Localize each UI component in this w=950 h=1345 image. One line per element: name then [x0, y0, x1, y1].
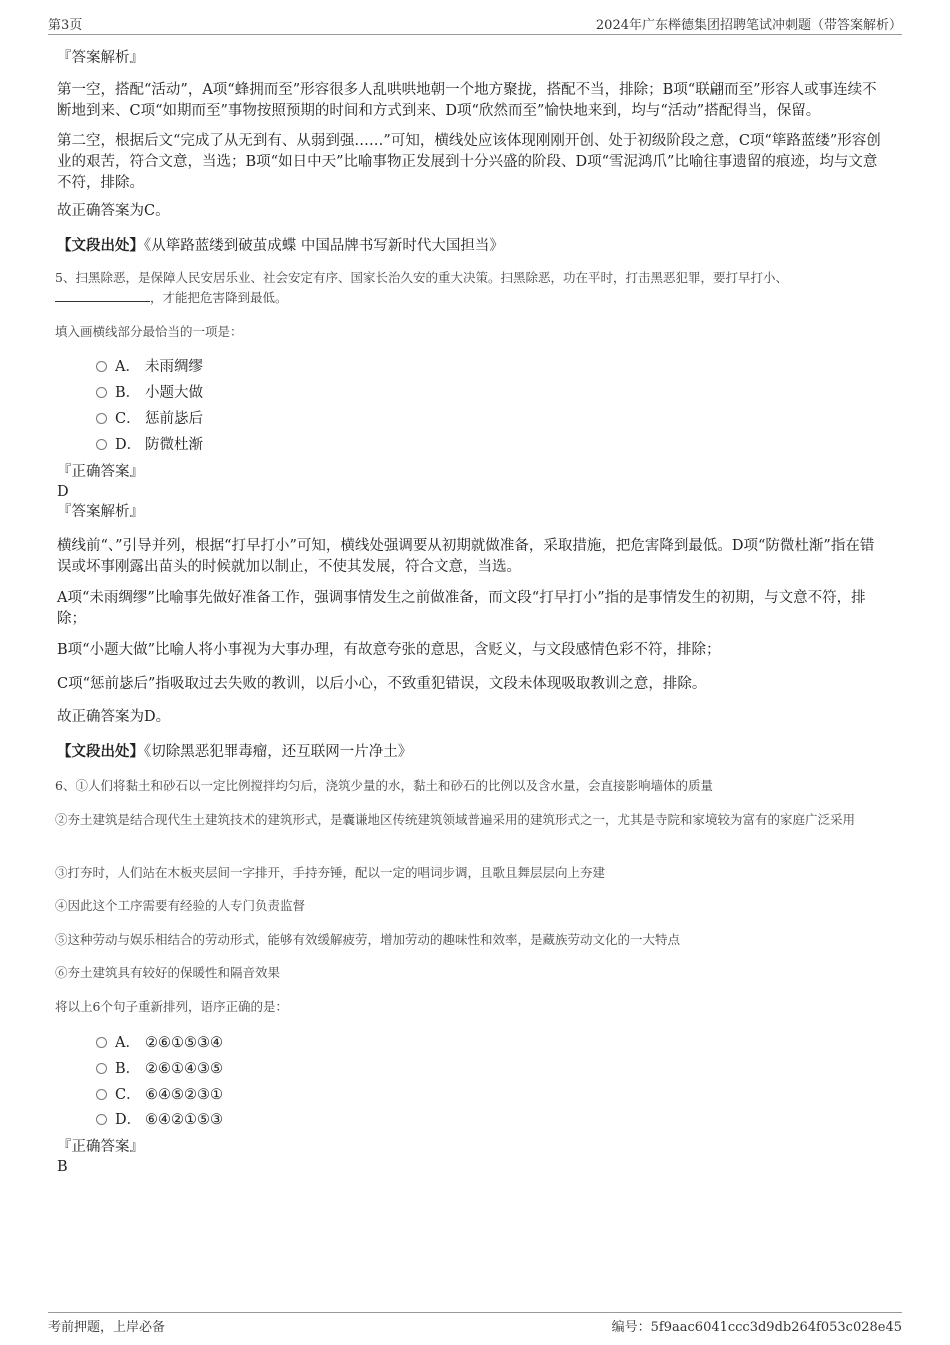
- radio-icon[interactable]: [96, 361, 107, 372]
- q6-option-a[interactable]: A． ②⑥①⑤③④: [96, 1033, 223, 1053]
- q5-answer: D: [57, 484, 69, 500]
- s1-source-title: 《从筚路蓝缕到破茧成蝶 中国品牌书写新时代大国担当》: [144, 238, 504, 254]
- radio-icon[interactable]: [96, 439, 107, 450]
- q5-paragraph-3: B项“小题大做”比喻人将小事视为大事办理，有故意夸张的意思，含贬义，与文段感情色彩不符，排除；: [57, 642, 721, 658]
- s1-paragraph-2: 第二空，根据后文“完成了从无到有、从弱到强……”可知，横线处应该体现刚刚开创、处于初级阶段之意，C项“筚路蓝缕”形容创业的艰苦，符合文意，当选；B项“如日中天”比喻事物正发展到十分兴盛的阶段、D项“雪泥鸿爪”比喻往事遗留的痕迹，均与文意不符，排除。: [57, 133, 881, 191]
- radio-icon[interactable]: [96, 387, 107, 398]
- q5-blank: [55, 289, 150, 302]
- q5-correct-label: 『正确答案』: [57, 464, 144, 480]
- radio-icon[interactable]: [96, 413, 107, 424]
- page-header: [48, 12, 902, 35]
- q6-sentence-6: ⑥夯土建筑具有较好的保暖性和隔音效果: [55, 965, 281, 980]
- q6-option-d[interactable]: D． ⑥④②①⑤③: [96, 1110, 223, 1130]
- s1-conclusion: 故正确答案为C。: [57, 203, 170, 219]
- q5-analysis-label: 『答案解析』: [57, 504, 144, 520]
- q5-paragraph-1: 横线前“、”引导并列，根据“打早打小”可知，横线处强调要从初期就做准备，采取措施，把危害降到最低。D项“防微杜渐”指在错误或坏事刚露出苗头的时候就加以制止，不使其发展，符合文意，当选。: [57, 538, 875, 575]
- q6-sentence-5: ⑤这种劳动与娱乐相结合的劳动形式，能够有效缓解疲劳，增加劳动的趣味性和效率，是藏族劳动文化的一大特点: [55, 932, 681, 947]
- q5-stem-text1: 5、扫黑除恶，是保障人民安居乐业、社会安定有序、国家长治久安的重大决策。扫黑除恶，功在平时，打击黑恶犯罪，要打早打小、: [55, 270, 788, 285]
- q6-sentence-3: ③打夯时，人们站在木板夹层间一字排开，手持夯锤，配以一定的唱词步调，且歌且舞层层向上夯建: [55, 865, 606, 880]
- q6-option-b[interactable]: B． ②⑥①④③⑤: [96, 1059, 223, 1079]
- q6-sentence-4: ④因此这个工序需要有经验的人专门负责监督: [55, 898, 306, 913]
- q5-option-c[interactable]: C． 惩前毖后: [96, 409, 203, 429]
- q5-stem: [55, 268, 890, 308]
- q6-answer: B: [57, 1159, 68, 1175]
- q5-paragraph-4: C项“惩前毖后”指吸取过去失败的教训，以后小心，不致重犯错误，文段未体现吸取教训之意，排除。: [57, 676, 707, 692]
- q5-option-b[interactable]: B． 小题大做: [96, 383, 203, 403]
- q6-correct-label: 『正确答案』: [57, 1139, 144, 1155]
- radio-icon[interactable]: [96, 1089, 107, 1100]
- page-number: 第3页: [48, 18, 83, 33]
- page-footer: [48, 1312, 902, 1335]
- q5-option-d[interactable]: D． 防微杜渐: [96, 435, 203, 455]
- q5-option-a[interactable]: A． 未雨绸缪: [96, 357, 203, 377]
- document-title: 2024年广东榉德集团招聘笔试冲刺题（带答案解析）: [595, 18, 902, 33]
- q6-option-c[interactable]: C． ⑥④⑤②③①: [96, 1085, 223, 1105]
- q5-source-title: 《切除黑恶犯罪毒瘤，还互联网一片净土》: [144, 744, 413, 760]
- s1-source-label: 【文段出处】: [57, 237, 144, 254]
- radio-icon[interactable]: [96, 1037, 107, 1048]
- q6-prompt: 将以上6个句子重新排列，语序正确的是：: [55, 999, 288, 1014]
- q5-conclusion: 故正确答案为D。: [57, 709, 171, 725]
- s1-analysis-label: 『答案解析』: [57, 50, 144, 66]
- footer-slogan: 考前押题，上岸必备: [48, 1320, 166, 1335]
- radio-icon[interactable]: [96, 1114, 107, 1125]
- q6-sentence-1: 6、①人们将黏土和砂石以一定比例搅拌均匀后，浇筑少量的水，黏土和砂石的比例以及含水量，会直接影响墙体的质量: [55, 778, 713, 793]
- footer-code: 编号：5f9aac6041ccc3d9db264f053c028e45: [611, 1320, 902, 1335]
- q5-source: [57, 741, 887, 763]
- s1-paragraph-1: 第一空，搭配“活动”，A项“蜂拥而至”形容很多人乱哄哄地朝一个地方聚拢，搭配不当，排除；B项“联翩而至”形容人或事连续不断地到来、C项“如期而至”事物按照预期的时间和方式到来、D项“欣然而至”愉快地来到，均与“活动”搭配得当，保留。: [57, 82, 877, 119]
- q5-prompt: 填入画横线部分最恰当的一项是：: [55, 324, 243, 339]
- q6-sentence-2: ②夯土建筑是结合现代生土建筑技术的建筑形式，是囊谦地区传统建筑领域普遍采用的建筑形式之一，尤其是寺院和家境较为富有的家庭广泛采用: [55, 812, 856, 827]
- s1-source: [57, 235, 887, 257]
- q5-paragraph-2: A项“未雨绸缪”比喻事先做好准备工作，强调事情发生之前做准备，而文段“打早打小”指的是事情发生的初期，与文意不符，排除；: [57, 590, 866, 627]
- radio-icon[interactable]: [96, 1063, 107, 1074]
- q5-stem-text2: ，才能把危害降到最低。: [150, 290, 288, 305]
- q5-source-label: 【文段出处】: [57, 743, 144, 760]
